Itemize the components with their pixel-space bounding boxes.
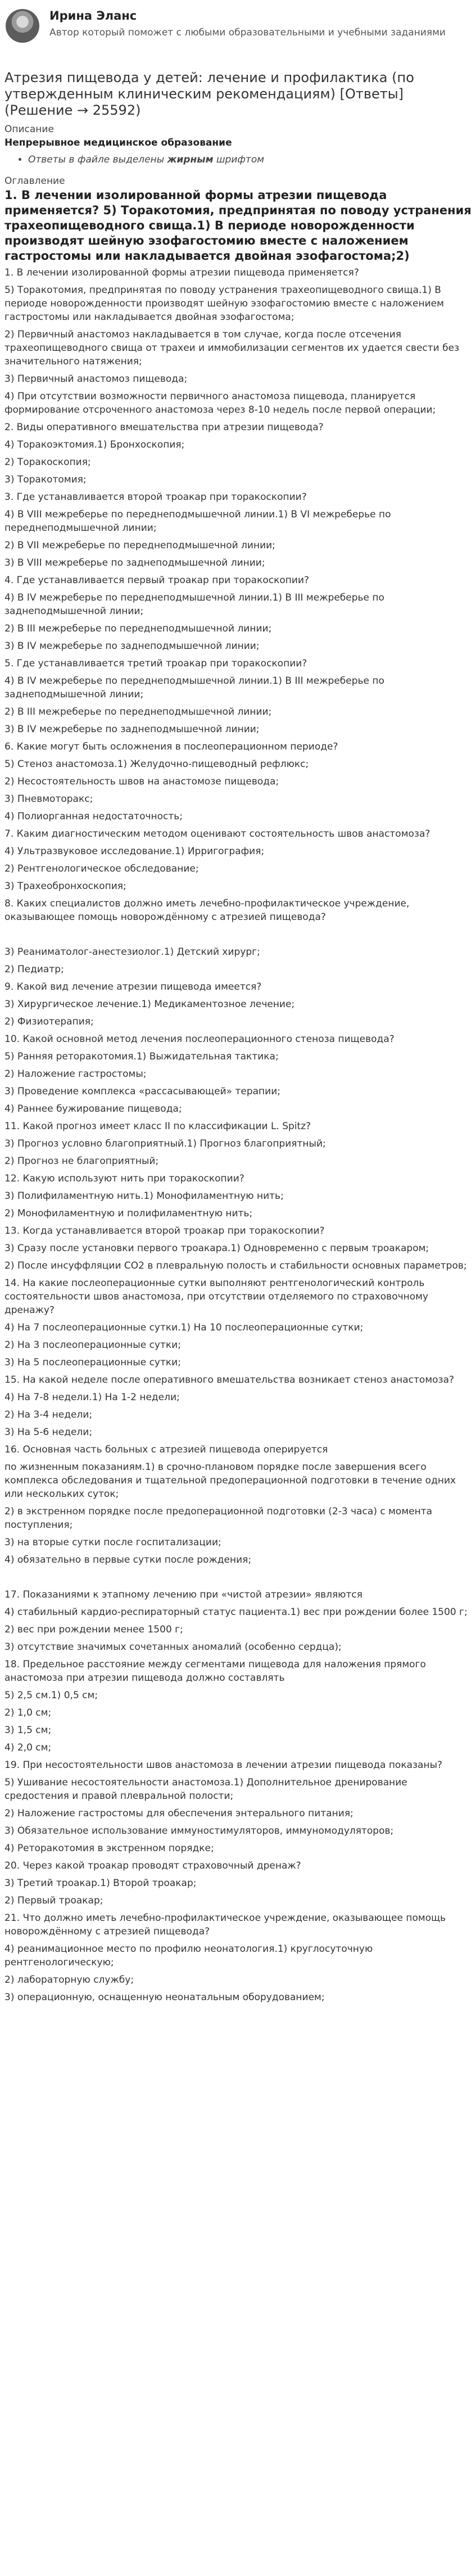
document-paragraph: 4) 2,0 см; <box>4 1742 52 1753</box>
document-paragraph: 2) Физиотерапия; <box>4 1016 94 1027</box>
document-paragraph: 3) Полифиламентную нить.1) Монофиламентную нить; <box>4 1190 284 1202</box>
document-paragraph: 4) Торакоэктомия.1) Бронхоскопия; <box>4 439 185 450</box>
document-paragraph: 2) Первый троакар; <box>4 1895 103 1906</box>
document-paragraph: 2) Прогноз не благоприятный; <box>4 1156 159 1167</box>
document-paragraph: 2) В III межреберье по переднеподмышечной линии; <box>4 623 272 634</box>
document-paragraph: 2) Рентгенологическое обследование; <box>4 863 199 874</box>
document-paragraph: 3) В IV межреберье по заднеподмышечной линии; <box>4 724 260 735</box>
toc-label: Оглавление <box>4 175 65 187</box>
document-paragraph: 3) 1,5 см; <box>4 1725 52 1736</box>
document-paragraph: 4) На 7 послеоперационные сутки.1) На 10 послеоперационные сутки; <box>4 1322 364 1333</box>
description-label: Описание <box>4 124 54 135</box>
document-paragraph: 2) Торакоскопия; <box>4 457 91 468</box>
document-paragraph: 3) отсутствие значимых сочетанных аномалий (особенно сердца); <box>4 1641 342 1653</box>
document-paragraph: 3) Обязательное использование иммуностимуляторов, иммуномодуляторов; <box>4 1825 394 1837</box>
document-paragraph: 3) операционную, оснащенную неонатальным оборудованием; <box>4 1992 325 2003</box>
document-paragraph: 2) вес при рождении менее 1500 г; <box>4 1624 183 1635</box>
document-paragraph: 3) Первичный анастомоз пищевода; <box>4 373 188 385</box>
document-paragraph: 1. В лечении изолированной формы атрезии пищевода применяется? <box>4 267 359 278</box>
document-paragraph: 12. Какую используют нить при торакоскопии? <box>4 1173 244 1184</box>
document-paragraph: 3) Сразу после установки первого троакара.1) Одновременно с первым троакаром; <box>4 1243 429 1254</box>
document-paragraph: 21. Что должно иметь лечебно-профилактическое учреждение, оказывающее помощь новорождённому с атрезией пищевода? <box>4 1912 446 1937</box>
document-paragraph: 4) реанимационное место по профилю неонатология.1) круглосуточную рентгенологическую; <box>4 1943 373 1968</box>
document-paragraph <box>4 1571 472 1584</box>
document-paragraph: 3) Реаниматолог-анестезиолог.1) Детский хирург; <box>4 946 260 958</box>
document-paragraph: 20. Через какой троакар проводят страховочный дренаж? <box>4 1860 301 1871</box>
answer-note-prefix: Ответы в файле выделены <box>28 154 167 165</box>
document-paragraph: 18. Предельное расстояние между сегментами пищевода для наложения прямого анастомоза при атрезии пищевода должно составлять <box>4 1659 426 1684</box>
document-paragraph: 4) Раннее бужирование пищевода; <box>4 1103 182 1115</box>
author-name[interactable]: Ирина Эланс <box>49 9 137 22</box>
document-paragraph: 4) стабильный кардио-респираторный статус пациента.1) вес при рождении более 1500 г; <box>4 1607 468 1618</box>
document-paragraph: 3) на вторые сутки после госпитализации; <box>4 1537 221 1548</box>
document-paragraph: 5) Ушивание несостоятельности анастомоза.1) Дополнительное дренирование средостения и правой плевральной полости; <box>4 1777 407 1802</box>
answer-note-bold: жирным <box>167 154 214 165</box>
document-paragraph: 2) в экстренном порядке после предоперационной подготовки (2-3 часа) с момента поступления; <box>4 1506 433 1531</box>
document-paragraph: 13. Когда устанавливается второй троакар при торакоскопии? <box>4 1225 325 1237</box>
document-body <box>4 266 472 2004</box>
document-paragraph: 16. Основная часть больных с атрезией пищевода оперируется <box>4 1444 328 1455</box>
document-paragraph: 2) Педиатр; <box>4 964 64 975</box>
document-title: Атрезия пищевода у детей: лечение и профилактика (по утвержденным клиническим рекомендациям) [Ответы] (Решение → 25592) <box>4 70 414 118</box>
document-paragraph: 4) В IV межреберье по переднеподмышечной линии.1) В III межреберье по заднеподмышечной линии; <box>4 675 384 700</box>
document-paragraph: 7. Каким диагностическим методом оценивают состоятельность швов анастомоза? <box>4 828 430 840</box>
document-paragraph: 5) Торакотомия, предпринятая по поводу устранения трахеопищеводного свища.1) В периоде новорожденности производят шейную эзофагостомию вместе с наложением гастростомы или накладывается двойная эзофагостома; <box>4 285 444 323</box>
document-paragraph: 19. При несостоятельности швов анастомоза в лечении атрезии пищевода показаны? <box>4 1760 443 1771</box>
document-paragraph: 3) Пневмоторакс; <box>4 793 93 805</box>
document-paragraph: 3) Прогноз условно благоприятный.1) Прогноз благоприятный; <box>4 1138 326 1149</box>
document-paragraph: 4) При отсутствии возможности первичного анастомоза пищевода, планируется формирование отсроченного анастомоза через 8-10 недель после первой операции; <box>4 391 436 416</box>
document-paragraph: 4) В IV межреберье по переднеподмышечной линии.1) В III межреберье по заднеподмышечной линии; <box>4 592 384 617</box>
author-info <box>49 6 446 40</box>
document-paragraph: 9. Какой вид лечение атрезии пищевода имеется? <box>4 981 262 992</box>
document-paragraph: 2) После инсуффляции CO2 в плевральную полость и стабильности основных параметров; <box>4 1260 467 1271</box>
document-paragraph: 2) Наложение гастростомы для обеспечения энтерального питания; <box>4 1808 353 1819</box>
document-paragraph: 3) В IV межреберье по заднеподмышечной линии; <box>4 640 260 652</box>
author-description: Автор который поможет с любыми образовательными и учебными заданиями <box>49 27 446 38</box>
document-paragraph: 3) Хирургическое лечение.1) Медикаментозное лечение; <box>4 999 295 1010</box>
document-paragraph: 5) Стеноз анастомоза.1) Желудочно-пищеводный рефлюкс; <box>4 759 309 770</box>
document-paragraph: 2) На 3 послеоперационные сутки; <box>4 1339 181 1351</box>
document-paragraph: 2) 1,0 см; <box>4 1707 52 1718</box>
document-paragraph: 6. Какие могут быть осложнения в послеоперационном периоде? <box>4 741 338 752</box>
document-paragraph: 17. Показаниями к этапному лечению при «чистой атрезии» являются <box>4 1589 362 1600</box>
document-paragraph: 2) Первичный анастомоз накладывается в том случае, когда после отсечения трахеопищеводного свища от трахеи и иммобилизации сегментов их удается свести без значительного натяжения; <box>4 329 460 367</box>
course-name: Непрерывное медицинское образование <box>4 137 232 148</box>
document-paragraph: 4) Реторакотомия в экстренном порядке; <box>4 1843 214 1854</box>
document-paragraph: 3) На 5-6 недели; <box>4 1427 93 1438</box>
document-paragraph: 5) 2,5 см.1) 0,5 см; <box>4 1690 98 1701</box>
answer-note <box>28 153 472 166</box>
document-paragraph: 4) На 7-8 недели.1) На 1-2 недели; <box>4 1392 180 1403</box>
document-paragraph: 3) Торакотомия; <box>4 474 87 485</box>
document-paragraph: 4) Полиорганная недостаточность; <box>4 811 183 822</box>
document-paragraph: 3) На 5 послеоперационные сутки; <box>4 1357 181 1368</box>
answer-note-list <box>4 153 472 166</box>
author-header <box>4 0 472 70</box>
document-paragraph: 15. На какой неделе после оперативного вмешательства возникает стеноз анастомоза? <box>4 1374 455 1386</box>
document-paragraph: по жизненным показаниям.1) в срочно-плановом порядке после завершения всего комплекса обследования и тщательной предоперационной подготовки в течение одних или нескольких суток; <box>4 1461 456 1500</box>
answer-note-suffix: шрифтом <box>213 154 265 165</box>
document-paragraph: 5) Ранняя реторакотомия.1) Выжидательная тактика; <box>4 1051 279 1062</box>
document-paragraph: 2) Несостоятельность швов на анастомозе пищевода; <box>4 776 279 787</box>
document-paragraph: 5. Где устанавливается третий троакар при торакоскопии? <box>4 658 307 669</box>
document-paragraph: 3. Где устанавливается второй троакар при торакоскопии? <box>4 491 307 503</box>
document-paragraph: 2) Монофиламентную и полифиламентную нить; <box>4 1208 253 1219</box>
document-paragraph: 3) Проведение комплекса «рассасывающей» терапии; <box>4 1086 280 1097</box>
document-paragraph: 4. Где устанавливается первый троакар при торакоскопии? <box>4 575 310 586</box>
document-paragraph: 2. Виды оперативного вмешательства при атрезии пищевода? <box>4 422 324 433</box>
document-paragraph: 2) В III межреберье по переднеподмышечной линии; <box>4 706 272 718</box>
document-paragraph: 3) В VIII межреберье по заднеподмышечной линии; <box>4 557 265 569</box>
document-paragraph: 4) Ультразвуковое исследование.1) Ирригография; <box>4 846 265 857</box>
document-paragraph: 10. Какой основной метод лечения послеоперационного стеноза пищевода? <box>4 1034 395 1045</box>
document-paragraph: 2) В VII межреберье по переднеподмышечной линии; <box>4 540 275 551</box>
document-paragraph: 2) Наложение гастростомы; <box>4 1068 147 1080</box>
document-paragraph <box>4 928 472 941</box>
document-paragraph: 14. На какие послеоперационные сутки выполняют рентгенологический контроль состоятельности швов анастомоза, при отсутствии отделяемого по страховочному дренажу? <box>4 1278 429 1316</box>
document-paragraph: 2) На 3-4 недели; <box>4 1409 93 1420</box>
document-paragraph: 8. Каких специалистов должно иметь лечебно-профилактическое учреждение, оказывающее помощь новорождённому с атрезией пищевода? <box>4 898 410 923</box>
document-paragraph: 3) Трахеобронхоскопия; <box>4 881 126 892</box>
document-paragraph: 3) Третий троакар.1) Второй троакар; <box>4 1878 197 1889</box>
document-paragraph: 4) В VIII межреберье по переднеподмышечной линии.1) В VI межреберье по переднеподмышечной линии; <box>4 509 391 534</box>
document-paragraph: 4) обязательно в первые сутки после рождения; <box>4 1554 252 1566</box>
document-paragraph: 11. Какой прогноз имеет класс II по классификации L. Spitz? <box>4 1121 311 1132</box>
document-paragraph: 2) лабораторную службу; <box>4 1974 134 1986</box>
author-avatar[interactable] <box>6 9 39 43</box>
toc-heading[interactable]: 1. В лечении изолированной формы атрезии пищевода применяется? 5) Торакотомия, предпринятая по поводу устранения трахеопищеводного свища.1) В периоде новорожденности производят шейную эзофагостомию вместе с наложением гастростомы или накладывается двойная эзофагостома;2) <box>4 188 472 263</box>
